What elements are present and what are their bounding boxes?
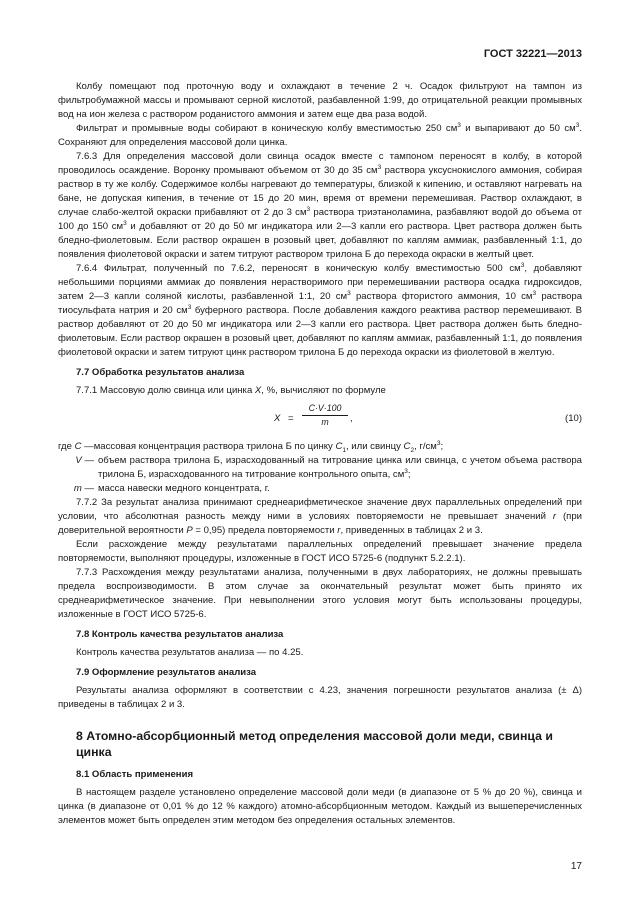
page-content bbox=[58, 80, 582, 828]
formula-fraction bbox=[302, 402, 348, 429]
section-heading-7-8: 7.8 Контроль качества результатов анализа bbox=[76, 629, 284, 640]
definition-item: где C — массовая концентрация раствора трилона Б по цинку $C_1$, или свинцу $C_2$, $г/см^3$; bbox=[58, 439, 444, 454]
section-heading-7-9: 7.9 Оформление результатов анализа bbox=[76, 667, 257, 678]
formula-result-var: X bbox=[274, 413, 281, 424]
paragraph-filtrate: Фильтрат и промывные воды собирают в коническую колбу вместимостью 250 $см^3$ и выпаривают до 50 $см^3$. Сохраняют для определения массовой доли цинка. bbox=[58, 121, 582, 148]
section-heading-7-7: 7.7 Обработка результатов анализа bbox=[76, 367, 245, 378]
formula-comma: , bbox=[350, 413, 353, 424]
formula-10 bbox=[58, 400, 582, 438]
paragraph-discrepancy: Если расхождение между результатами параллельных определений превышает значение предела повторяемости, выполняют процедуры, изложенные в ГОСТ ИСО 5725-6 (подпункт 5.2.2.1). bbox=[58, 539, 582, 564]
formula-denominator: m bbox=[321, 417, 329, 427]
paragraph-7-7-3: 7.7.3 Расхождения между результатами анализа, полученными в двух лабораториях, не должны превышать предела воспроизводимости. В этом случае за окончательный результат может быть принято их среднеарифметическое значение. При невыполнении этого условия могут быть использованы процедуры, изложенные в ГОСТ ИСО 5725-6. bbox=[58, 567, 582, 620]
paragraph-7-6-3: 7.6.3 Для определения массовой доли свинца осадок вместе с тампоном переносят в колбу, в которой проводилось осаждение. Воронку промывают объемом от 30 до 35 $см^3$ раствора уксуснокислого аммония, собирая раствор в ту же колбу. Содержимое колбы нагревают до температуры, близкой к кипению, и оставляют нагревать на бане, не допуская кипения, в течение от 15 до 20 мин, время от времени перемешивая. Раствор охлаждают, в случае слабо-желтой окраски прибавляют от 2 до 3 $см^3$ раствора триэтаноламина, разбавляют водой до объема от 100 до 150 $см^3$ и добавляют от 20 до 50 мг индикатора или 2—3 капли его раствора. Цвет раствора должен быть бледно-фиолетовым. Если раствор окрашен в розовый цвет, добавляют по каплям аммиак, разбавленный 1:1, до появления фиолетовой окраски и затем титруют раствором трилона Б до перехода окраски в желтый цвет. bbox=[58, 151, 582, 260]
paragraph-scope: В настоящем разделе установлено определение массовой доли меди (в диапазоне от 5 % до 20 %), свинца и цинка (в диапазоне от 0,01 % до 12 % каждого) атомно-абсорбционным методом. Каждый из вышеперечисленных элементов может быть определен этим методом без определения остальных элементов. bbox=[58, 787, 582, 826]
paragraph-7-7-1: 7.7.1 Массовую долю свинца или цинка X, %, вычисляют по формуле bbox=[76, 385, 386, 396]
paragraph-cooling: Колбу помещают под проточную воду и охлаждают в течение 2 ч. Осадок фильтруют на тампон из фильтробумажной массы и промывают серной кислотой, разбавленной 1:99, до отрицательной реакции промывных вод на ион железа с раствором роданистого аммония и затем еще два раза водой. bbox=[58, 81, 582, 120]
paragraph-quality-control: Контроль качества результатов анализа — по 4.25. bbox=[76, 647, 304, 658]
section-heading-8-1: 8.1 Область применения bbox=[76, 769, 194, 780]
page-number: 17 bbox=[570, 861, 582, 872]
paragraph-7-6-4: 7.6.4 Фильтрат, полученный по 7.6.2, переносят в коническую колбу вместимостью 500 $см^3$, добавляют небольшими порциями аммиак до появления нерастворимого при перемешивании раствора осадка гидроксидов, затем 2—3 капли соляной кислоты, разбавленной 1:1, 20 $см^3$ раствора фтористого аммония, 10 $см^3$ раствора тиосульфата натрия и 20 $см^3$ буферного раствора. После добавления каждого реактива раствор перемешивают. В раствор добавляют от 20 до 50 мг индикатора или 2—3 капли его раствора. Цвет раствора должен быть бледно-фиолетовым. Если раствор окрашен в розовый цвет, добавляют по каплям аммиак, разбавленный 1:1, до появления фиолетовой окраски и затем титруют цинк раствором трилона Б до перехода окраски из фиолетовой в желтую. bbox=[58, 261, 582, 358]
paragraph-7-7-2: 7.7.2 За результат анализа принимают среднеарифметическое значение двух параллельных определений при условии, что абсолютная разность между ними в условиях повторяемости не превышает значений r (при доверительной вероятности P = 0,95) предела повторяемости r, приведенных в таблицах 2 и 3. bbox=[58, 497, 582, 536]
formula-numerator: C·V·100 bbox=[302, 402, 348, 416]
formula-definitions bbox=[58, 440, 582, 496]
definition-item: V — объем раствора трилона Б, израсходованный на титрование цинка или свинца, с учетом объема раствора трилона Б, израсходованного на титрование контрольного опыта, $см^3$; bbox=[75, 455, 582, 480]
formula-equals: = bbox=[288, 413, 294, 424]
definition-item: m — масса навески медного концентрата, г. bbox=[73, 483, 270, 494]
standard-number: ГОСТ 32221—2013 bbox=[483, 48, 582, 60]
paragraph-results: Результаты анализа оформляют в соответствии с 4.23, значения погрешности результатов анализа (± Δ) приведены в таблицах 2 и 3. bbox=[58, 685, 582, 710]
formula-number: (10) bbox=[565, 413, 582, 424]
section-heading-8: 8 Атомно-абсорбционный метод определения массовой доли меди, свинца и цинка bbox=[76, 729, 553, 759]
